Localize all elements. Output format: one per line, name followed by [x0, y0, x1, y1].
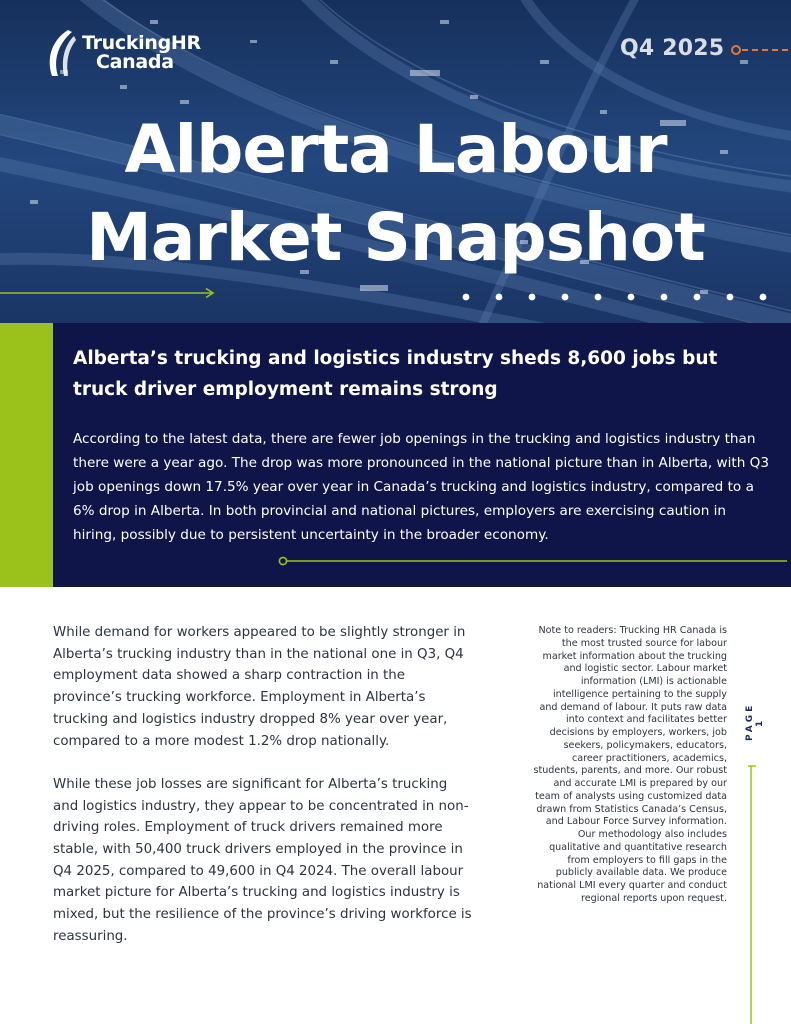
article-paragraph-2: While these job losses are significant for Alberta’s trucking and logistics industry, they appear to be concentrated in non-driving roles. Employment of truck drivers remained more stable, with 50,400 truck drivers employed in the province in Q4 2025, compared to 49,600 in Q4 2024. The overall labour market picture for Alberta’s trucking and logistics industry is mixed, but the resilience of the province’s driving workforce is reassuring.: [53, 776, 472, 944]
connector-line-icon: [277, 555, 787, 567]
note-to-readers: Note to readers: Trucking HR Canada is the most trusted source for labour market information about the trucking and logistic sector. Labour market information (LMI) is actionable intelligence pertaining to the supply and demand of labour. It puts raw data into context and facilitates better decisions by employers, workers, job seekers, policymakers, educators, career practitioners, academics, students, parents, and more. Our robust and accurate LMI is prepared by our team of analysts using customized data drawn from Statistics Canada’s Census, and Labour Force Survey information. Our methodology also includes qualitative and quantitative research from employers to fill gaps in the publicly available data. We produce national LMI every quarter and conduct regional reports upon request.: [533, 625, 727, 904]
quarter-label: Q4 2025: [620, 36, 725, 61]
trucking-hr-canada-logo[interactable]: [44, 28, 201, 78]
page-title: [0, 106, 791, 282]
lime-accent-bar: [0, 323, 53, 587]
orange-dashed-accent-icon: [730, 44, 790, 56]
logo-wordmark-line2: Canada: [96, 51, 174, 73]
summary-band: [53, 323, 791, 587]
main-article: [53, 622, 473, 969]
page-title-line-2: Market Snapshot: [86, 199, 705, 276]
page-number-label: PAGE 1: [745, 702, 765, 742]
summary-headline: Alberta’s trucking and logistics industry sheds 8,600 jobs but truck driver employment remains strong: [73, 348, 718, 400]
summary-body: According to the latest data, there are fewer job openings in the trucking and logistics industry than there were a year ago. The drop was more pronounced in the national picture than in Alberta, with Q3 job openings down 17.5% year over year in Canada’s trucking and logistics industry, compared to a 6% drop in Alberta. In both provincial and national pictures, employers are exercising caution in hiring, possibly due to persistent uncertainty in the broader economy.: [73, 431, 770, 543]
vertical-rule-icon: [746, 764, 756, 1024]
logo-wordmark-line1: TruckingHR: [82, 32, 201, 54]
green-arrow-icon: [0, 287, 220, 299]
road-swoosh-icon: [44, 28, 78, 78]
page-title-line-1: Alberta Labour: [124, 111, 667, 188]
decorative-dots-icon: [462, 293, 774, 301]
hero-banner: [0, 0, 791, 323]
article-paragraph-1: While demand for workers appeared to be slightly stronger in Alberta’s trucking industry than in the national one in Q3, Q4 employment data showed a sharp contraction in the province’s trucking workforce. Employment in Alberta’s trucking and logistics industry dropped 8% year over year, compared to a more modest 1.2% drop nationally.: [53, 625, 466, 749]
